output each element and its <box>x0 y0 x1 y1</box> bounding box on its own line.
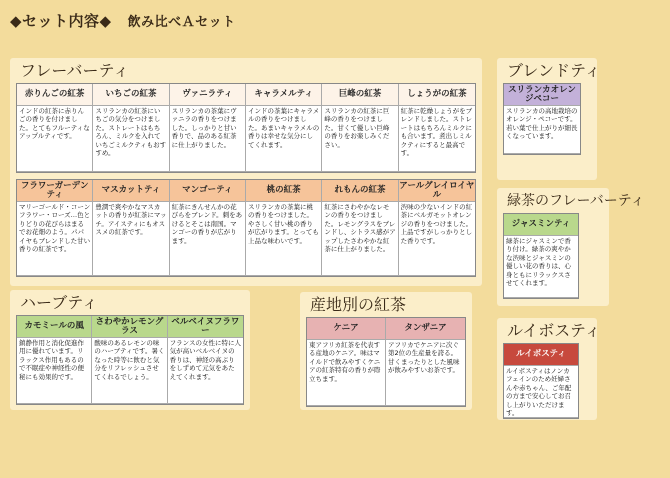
blend-tea-panel <box>497 58 601 180</box>
tea-name-header: カモミールの風 <box>17 316 92 338</box>
tea-description: スリランカの茶葉にヴァニラの香りをつけました。しっかりと甘い香りで、品のある紅茶に仕上がりました。 <box>170 106 246 172</box>
tea-description: 豊潤で爽やかなマスカットの香りが紅茶にマッチ。アイスティにもオススメの紅茶です。 <box>93 202 169 276</box>
set-contents-label: ◆セット内容◆ <box>10 12 112 30</box>
tea-description: スリランカの紅茶にいちごの気分をつけました。ストレートはもちろん、ミルクを入れて いちごミルクティもおすすめ。 <box>93 106 169 172</box>
tea-description: スリランカの茶葉に桃の香りをつけました。やさしく甘い桃の香りが広がります。とっても上品な味わいです。 <box>246 202 322 276</box>
origin-tea-table <box>306 317 466 407</box>
tea-name-header: ケニア <box>307 318 386 340</box>
page-title <box>10 10 236 31</box>
tea-description: スリランカの高地栽培のオレンジ・ペコーです。若い葉で仕上がりが細長くなっています。 <box>504 106 580 154</box>
tea-description: 緑茶にジャスミンで香り付け。緑茶の爽やかな渋味とジャスミンの優しい花の香りは、心身ともにリラックスさせてくれます。 <box>504 236 578 298</box>
flavory-row1-table <box>16 83 476 173</box>
tea-name-header: いちごの紅茶 <box>93 84 169 106</box>
flavory-tea-title: フレーバーティ <box>20 61 130 80</box>
tea-description: インドの茶葉にキャラメルの香りをつけました。あまいキャラメルの香りは幸せな気分にしてくれます。 <box>246 106 322 172</box>
tea-name-header: ルイボスティ <box>504 344 578 366</box>
tea-name-header: れもんの紅茶 <box>322 180 398 202</box>
tea-name-header: マスカットティ <box>93 180 169 202</box>
tea-name-header: ベルベイヌフラワー <box>168 316 243 338</box>
tea-name-header: ジャスミンティ <box>504 214 578 236</box>
tea-name-header: しょうがの紅茶 <box>399 84 475 106</box>
tea-description: フランスの女性に特に人気が高いベルベイヌの香りは、神経の高ぶりをしずめて元気をあたえてくれます。 <box>168 338 243 404</box>
rooibos-tea-table <box>503 343 579 419</box>
tea-description: マリーゴールド・コーンフラワー・ローズ…色とりどりの花びらはまるでお花畑のよう。パパイヤもブレンドした甘い香りの紅茶です。 <box>17 202 93 276</box>
tea-name-header: さわやかレモングラス <box>92 316 167 338</box>
tea-description: 紅茶にきんせんかの花びらをブレンド。刺をあけるとそこは南国。マンゴーの香りが広がります。 <box>170 202 246 276</box>
tea-description: 紅茶に乾燥しょうがをブレンドしました。ストレートはもちろんミルクにも合います。煮出しミルクティにすると最高です。 <box>399 106 475 172</box>
rooibos-tea-title: ルイボスティ <box>507 321 601 340</box>
tea-description: インドの紅茶に赤りんごの香りを付けました。とてもフルーティなアップルティです。 <box>17 106 93 172</box>
tea-name-header: タンザニア <box>386 318 465 340</box>
tea-name-header: 赤りんごの紅茶 <box>17 84 93 106</box>
herb-tea-table <box>16 315 244 405</box>
origin-tea-title: 産地別の紅茶 <box>310 295 407 314</box>
tea-name-header: 桃の紅茶 <box>246 180 322 202</box>
tea-name-header: ヴァニラティ <box>170 84 246 106</box>
tea-description: 紅茶にさわやかなレモンの香りをつけました。レモングラスをブレンドし、シトラス感がアップしたさわやかな紅茶に仕上がりました。 <box>322 202 398 276</box>
tea-description: 東アフリカ紅茶を代表する産地のケニア。味はマイルドで飲みやすくケニアの紅茶特有の香りが際立ちます。 <box>307 340 386 406</box>
rooibos-tea-panel <box>497 318 601 420</box>
set-name: 飲み比べＡセット <box>127 15 236 30</box>
blend-tea-title: ブレンドティ <box>507 61 601 80</box>
origin-tea-panel <box>300 292 472 410</box>
tea-description: 渋味の少ないインドの紅茶にベルガモットオレンジの香りをつけました。上品ですがしっかりとした香りです。 <box>399 202 475 276</box>
herb-tea-title: ハーブティ <box>20 293 98 312</box>
tea-name-header: 巨峰の紅茶 <box>322 84 398 106</box>
green-tea-title: 緑茶のフレーバーティ <box>507 193 645 209</box>
green-tea-table <box>503 213 579 299</box>
flavory-row2-table <box>16 179 476 277</box>
tea-description: スリランカの紅茶に巨峰の香りをつけました。甘くて優しい巨峰の香りをお楽しみください。 <box>322 106 398 172</box>
tea-description: ルイボスティはノンカフェインのため妊婦さんや赤ちゃん、ご年配の方まで安心してお召し上がりいただけます。 <box>504 366 578 418</box>
green-tea-panel <box>497 188 645 306</box>
tea-name-header: スリランカオレンジペコー <box>504 84 580 106</box>
tea-name-header: アールグレイロイヤル <box>399 180 475 202</box>
tea-name-header: フラワーガーデンティ <box>17 180 93 202</box>
tea-description: 酸味のあるレモンの味のハーブティです。暑くなった時等に飲むと気分をリフレッシュさせてくれるでしょう。 <box>92 338 167 404</box>
blend-tea-table <box>503 83 581 155</box>
herb-tea-panel <box>10 290 250 410</box>
tea-name-header: マンゴーティ <box>170 180 246 202</box>
tea-name-header: キャラメルティ <box>246 84 322 106</box>
tea-description: 鎮静作用と消化促進作用に優れています。リラックス作用もあるので不眠症や神経性の便秘にも効果的です。 <box>17 338 92 404</box>
tea-description: アフリカでケニアに次ぐ第2位の生産量を誇る。甘くまったりとした風味が飲みやすいお茶です。 <box>386 340 465 406</box>
flavory-tea-panel <box>10 58 482 286</box>
